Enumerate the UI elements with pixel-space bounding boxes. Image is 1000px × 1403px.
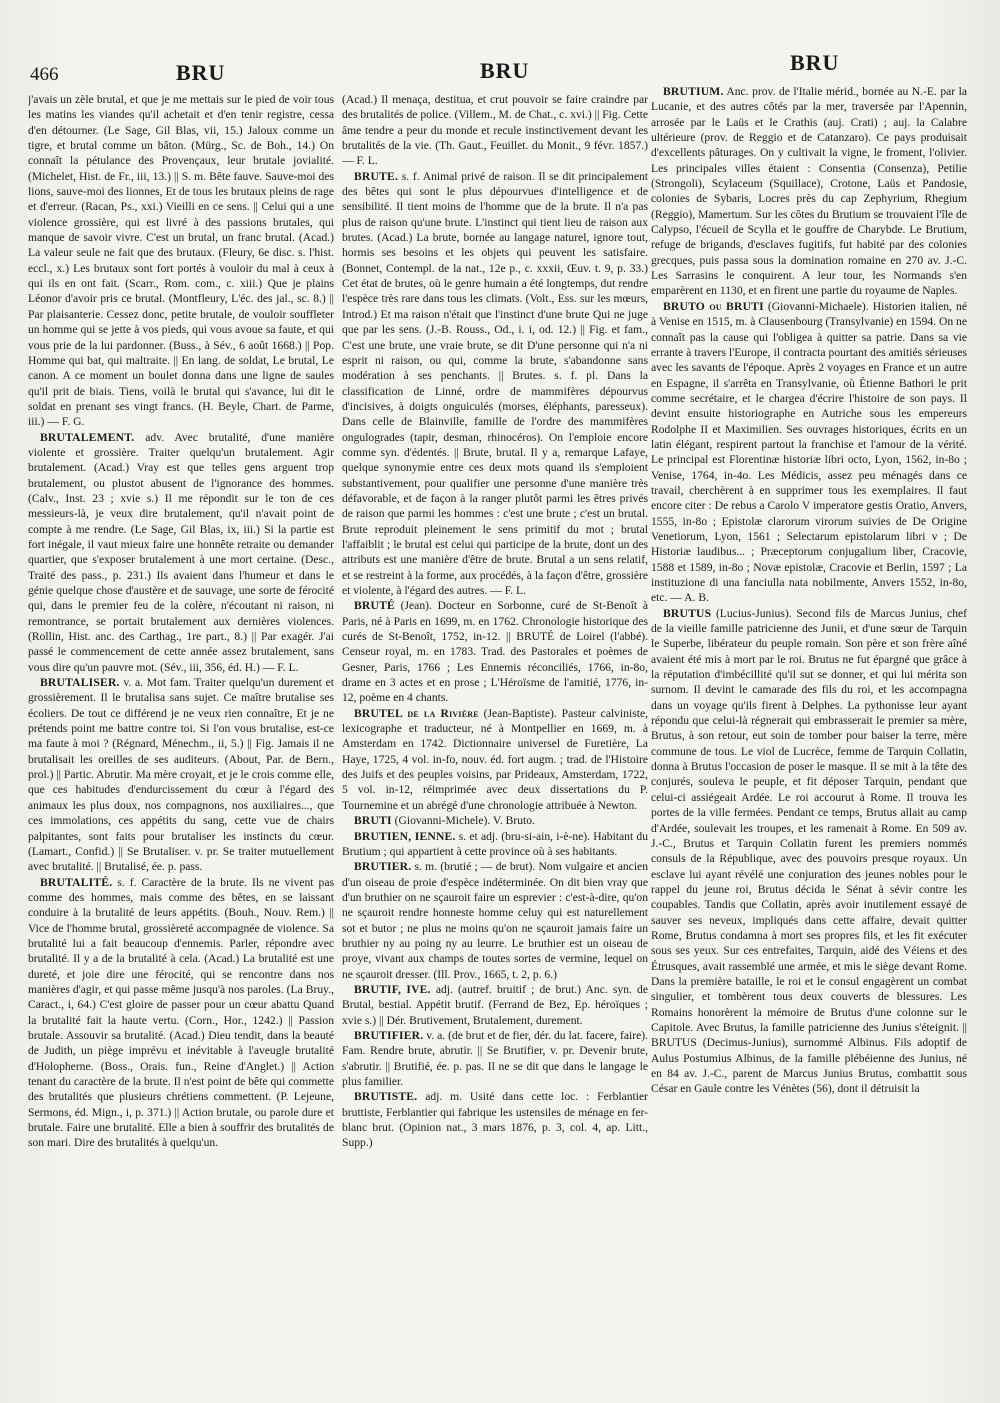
entry-text: (Giovanni-Michaele). Historien italien, né à Venise en 1515, m. à Clausenbourg (Transylvanie) en 1594. On ne connaît pas la cause qui l'obligea à quitter sa patrie. Dans sa vie errante à travers l'Europe, il contracta pourtant des amitiés sérieuses avec les savants de l'époque. Après 2 voyages en France et un autre en Espagne, il s'arrêta en Transylvanie, où Étienne Bathori le prit comme secrétaire, et le chargea d'écrire l'histoire de son pays. Il devint ensuite historiographe en Autriche sous les empereurs Rodolphe II et Maximilien. Ses ouvrages historiques, écrits en un latin élégant, respirent partout la franchise et l'amour de la vérité. Le principal est Florentinæ historiæ libri octo, Lyon, 1562, in-8o ; Venise, 1764, in-4o. Les Médicis, assez peu ménagés dans ce travail, cherchèrent à en supprimer tous les exemplaires. Il faut encore citer : De rebus a Carolo V imperatore gestis Oratio, Anvers, 1555, in-8o ; Epistolæ clarorum virorum suivies de De Origine Venetiorum, Lyon, 1561 ; Selectarum epistolarum libri v ; De Historiæ laudibus... ; Præceptorum conjugalium liber, Cracovie, 1588 et 1589, in-8o ; Novæ epistolæ, Cracovie et Berlin, 1597 ; La instituzione di una fanciulla nata nobilmente, Anvers 1552, in-8o, etc. — A. B.	[651, 299, 967, 605]
dictionary-entry	[651, 606, 967, 1097]
dictionary-entry	[28, 875, 334, 1151]
running-head-center: BRU	[480, 58, 530, 83]
entry-headword: BRUTALITÉ.	[40, 875, 113, 889]
running-head-right: BRU	[790, 50, 840, 75]
entry-text: (Lucius-Junius). Second fils de Marcus Junius, chef de la vieille famille patricienne des Junii, et d'une sœur de Tarquin le Superbe, libérateur du peuple romain. Son père et son frère aîné avaient été mis à mort par le roi. Brutus ne fut épargné que grâce à la réputation d'imbécillité qu'il sut se donner, et qui lui mérita son surnom. Il devint le camarade des fils du roi, et les accompagna dans un voyage qu'ils firent à Delphes. La pythonisse leur ayant répondu que celui-là régnerait qui embrasserait le premier sa mère, Brutus, à son retour, eut soin de tomber pour baiser la terre, mère commune de tous. Le viol de Lucrèce, femme de Tarquin Collatin, donna à Brutus l'occasion de poser le masque. Il se mit à la tête des conjurés, souleva le peuple, et fit déposer Tarquin, pendant que celui-ci assiégeait Ardée. Le roi accourut à Rome. Il trouva les portes de la ville fermées. Pendant ce temps, Brutus allait au camp d'Ardée, soulevait les troupes, et les ramenait à Rome. En 509 av. J.-C., Brutus et Tarquin Collatin furent les premiers nommés consuls de la République, avec des pouvoirs presque royaux. Un esclave lui ayant révélé une conjuration des jeunes nobles pour le rappel du jeune roi, Brutus décida le Sénat à sévir contre les coupables. Tandis que Collatin, après avoir inutilement essayé de sauver ses neveux, impliqués dans cette affaire, devait quitter Rome, Brutus condamna à mort ses propres fils, et les fit exécuter sous ses yeux. Sur ces entrefaites, Tarquin, aidé des Véiens et des Étrusques, avait rassemblé une armée, et mis le siège devant Rome. Dans la première bataille, le roi et le consul engagèrent un combat singulier, et tombèrent tous deux couverts de blessures. Les Romains honorèrent la mémoire de Brutus d'une colonne sur le Capitole. Avec Brutus, la famille patricienne des Junius s'éteignit. || BRUTUS (Decimus-Junius), surnommé Albinus. Fils adoptif de Aulus Postumius Albinus, de la famille plébéienne des Junius, né en 84 av. J.-C., parent de Marcus Junius Brutus, combattit sous César en Gaule contre les Vénètes (56), dont il détruisit la	[651, 606, 967, 1096]
column-middle	[342, 92, 648, 1388]
entry-text: s. f. Animal privé de raison. Il se dit principalement des bêtes qui sont le plus dépourvues d'intelligence et de sensibilité. Il tient moins de l'homme que de la brute. Il n'a pas plus de raison qu'une brute. L'instinct qui tient lieu de raison aux brutes. (Acad.) La brute, bornée au langage naturel, ignore tout, hormis ses besoins et les objets qui peuvent les satisfaire. (Bonnet, Contempl. de la nat., 12e p., c. xxxii, Œuv. t. 9, p. 33.) Cet état de brutes, où le genre humain a été longtemps, dut rendre l'espèce très rare dans tous les climats. (Volt., Ess. sur les mœurs, Introd.) Et ma raison n'était que l'instinct d'une brute Qui ne juge que par les sens. (J.-B. Rouss., Od., i. i, od. 12.) || Fig. et fam., C'est une brute, une vraie brute, se dit D'une personne qui n'a ni esprit ni raison, ou qui, comme la brute, s'abandonne sans modération à ses penchants. || Brutes. s. f. pl. Dans la classification de Linné, ordre de mammifères dépourvus d'incisives, à doigts onguiculés (morses, éléphants, paresseux). Dans celle de Blainville, famille de l'ordre des mammifères ongulogrades (tapir, desman, rhinocéros). On l'emploie encore comme syn. d'édentés. || Brute, brutal. Il y a, remarque Lafaye, quelque synonymie entre ces deux mots quand ils s'emploient substantivement, pour qualifier une personne d'une manière très défavorable, et de façon à la ranger plutôt parmi les êtres privés de raison que parmi les hommes : c'est une brute ; c'est un brutal. Brute reproduit pleinement le sens primitif du mot ; brutal l'affaiblit ; le brutal est celui qui participe de la brute, dont un des attributs est une manière d'être de brute. Brutal a un sens relatif, et se restreint à la forme, aux procédés, à la façon d'être, grossière et violente, à l'égard des autres. — F. L.	[342, 169, 648, 597]
entry-text: adj. m. Usité dans cette loc. : Ferblantier bruttiste, Ferblantier qui fabrique les ustensiles de ménage en fer-blanc brut. (Opinion nat., 3 mars 1876, p. 3, col. 4, ap. Litt., Supp.)	[342, 1090, 648, 1150]
entry-headword: BRUTE.	[354, 169, 399, 183]
entry-text: (Jean). Docteur en Sorbonne, curé de St-Benoît à Paris, né à Paris en 1699, m. en 1762. Chronologie historique des curés de St-Benoît, 1752, in-12. || BRUTÉ de Loirel (l'abbé). Censeur royal, m. en 1783. Trad. des Pastorales et poèmes de Gesner, Paris, 1766 ; Les Ennemis réconciliés, 1766, in-8o, drame en 3 actes et en prose ; L'Héroïsme de l'amitié, 1776, in-12, poème en 4 chants.	[342, 599, 648, 705]
entry-headword: BRUTIFIER.	[354, 1028, 424, 1042]
entry-text: (Acad.) Il menaça, destitua, et crut pouvoir se faire craindre par des brutalités de police. (Villem., M. de Chat., c. xvi.) || Fig. Cette âme tendre a peur du monde et recule instinctivement devant les brutalités de la vie. (Th. Gaut., Feuillet. du Monit., 9 févr. 1857.) — F. L.	[342, 93, 648, 168]
page-number: 466	[30, 64, 59, 85]
running-head-left: BRU	[176, 60, 226, 85]
entry-headword: BRUTALEMENT.	[40, 430, 135, 444]
entry-headword: BRUTALISER.	[40, 676, 120, 690]
entry-headword: BRUTO ou BRUTI	[663, 299, 764, 313]
entry-text: s. f. Caractère de la brute. Ils ne vivent pas comme des hommes, mais comme des bêtes, en se laissant conduire à la brutalité de leurs appétits. (Bouh., Nouv. Rem.) || Vice de l'homme brutal, grossièreté accompagnée de violence. Sa brutalité lui a fait beaucoup d'ennemis. Parler, répondre avec brutalité. Il y a de la brutalité à cela. (Acad.) La brutalité est une dureté, et joie dire une férocité, qui se rencontre dans nos manières d'agir, et qui passe même jusqu'à nos paroles. (La Bruy., Caract., i, 64.) C'est gloire de passer pour un cœur abattu Quand la brutalité fait la haute vertu. (Corn., Hor., 1242.) || Passion brutale. Assouvir sa brutalité. (Acad.) Dieu tendit, dans la beauté de Judith, un piège imprévu et inévitable à l'aveugle brutalité d'Holopherne. (Boss., Orais. fun., Reine d'Anglet.) || Action tenant du caractère de la brute. Il n'est point de bête qui commette des brutalités que plusieurs chrétiens commettent. (P. Lejeune, Sermons, éd. Mign., i, p. 371.) || Action brutale, ou parole dure et brutale. Faire une brutalité. Elle a bien à souffrir des brutalités de son mari. Dire des brutalités à quelqu'un.	[28, 875, 334, 1150]
entry-headword: BRUTIF, IVE.	[354, 982, 431, 996]
column-left	[28, 92, 334, 1388]
dictionary-entry	[342, 92, 648, 169]
entry-headword: BRUTUS	[663, 606, 712, 620]
entry-headword: BRUTEL de la Rivière	[354, 706, 479, 720]
entry-text: j'avais un zèle brutal, et que je me mettais sur le pied de voir tous les matins les viandes qu'il achetait et d'en tenir registre, cessa d'en détourner. (Le Sage, Gil Blas, vii, 15.) Jaloux comme un tigre, et brutal comme un bâton. (Mürg., Sc. de Boh., 14.) On connaît la pétulance des Provençaux, leur brutale jovialité. (Michelet, Hist. de Fr., iii, 13.) || S. m. Bête fauve. Sauve-moi des lions, sauve-moi des lionnes, Et de tous les brutaux pleins de rage et d'erreur. (Racan, Ps., xxi.) Vieilli en ce sens. || Celui qui a une violence grossière, qui est livré à des passions brutales, qui manque de savoir vivre. C'est un brutal, un franc brutal. (Acad.) La valeur seule ne fait que des brutaux. (Fleury, 6e disc. s. l'hist. eccl., x.) Les brutaux sont fort portés à vouloir du mal à ceux à qui ils en ont fait. (Scarr., Rom. com., c. xiii.) Que je plains Léonor d'avoir pris ce brutal. (Montfleury, L'éc. des jal., sc. 8.) || Par plaisanterie. Cessez donc, petite brutale, de vouloir souffleter un homme qui se jette à vos pieds, qui vous avoue sa faute, et qui vous prie de la lui pardonner. (Buss., à Sév., 6 août 1668.) || Pop. Homme qui bat, qui maltraite. || En lang. de soldat, Le brutal, Le canon. A ce moment un boulet donna dans une ligne de saules qu'il prit de biais. Tiens, voilà le brutal qui s'avance, lui dit le soldat en prenant ses vingt francs. (H. Beyle, Chart. de Parme, iii.) — F. G.	[28, 93, 334, 429]
entry-headword: BRUTIEN, IENNE.	[354, 829, 456, 843]
entry-text: adv. Avec brutalité, d'une manière violente et grossière. Traiter quelqu'un brutalement. Agir brutalement. (Acad.) Vray est que telles gens arguent trop brutalement, ou plustot abusent de l'ignorance des hommes. (Calv., Inst. 23 ; xvie s.) Il me répondit sur le ton de ces messieurs-là, je veux dire brutalement, qu'il n'avait point de compte à me rendre. (Le Sage, Gil Blas, ix, iii.) Si la partie est fort inégale, il vaut mieux faire une honnête retraite ou demander quartier, que s'exposer brutalement à une mort certaine. (Desc., Traité des pass., p. 231.) Ils avaient dans l'humeur et dans le génie quelque chose d'austère et de sauvage, une sorte de férocité qui, dans le premier feu de la colère, n'écoutant ni raison, ni remontrance, se portait brutalement aux dernières violences. (Rollin, Hist. anc. des Carthag., 1re part., 8.) || Par exagér. J'ai passé le commencement de cette année assez brutalement, sans vous dire qu'un pauvre mot. (Sév., iii, 356, éd. H.) — F. L.	[28, 430, 334, 674]
entry-text: v. a. Mot fam. Traiter quelqu'un durement et grossièrement. Il le brutalisa sans sujet. Ce maître brutalise ses écoliers. De tout ce différend je ne veux rien connaître, Et je ne prétends point me battre contre toi. Si l'on vous brutalise, est-ce ma faute à moi ? (Régnard, Ménechm., ii, 5.) || Fig. Jamais il ne brutalisait les oreilles de ses auditeurs. (About, Par. de Bern., prol.) || Partic. Abrutir. Ma mère croyait, et je le crois comme elle, que ces habitudes d'endurcissement du cœur à l'égard des animaux les plus doux, nos compagnons, nos auxiliaires..., que ces immolations, ces appétits du sang, cette vue de chairs palpitantes, sont faits pour brutaliser les instincts du cœur. (Lamart., Confid.) || Se Brutaliser. v. pr. Se traiter mutuellement avec brutalité. || Brutalisé, ée. p. pass.	[28, 676, 334, 874]
entry-headword: BRUTÉ	[354, 599, 395, 613]
entry-text: s. et adj. (bru-si-ain, i-è-ne). Habitant du Brutium ; qui appartient à cette province où à ses habitants.	[342, 829, 648, 858]
entry-headword: BRUTISTE.	[354, 1090, 418, 1104]
dictionary-entry	[342, 169, 648, 599]
entry-headword: BRUTIUM.	[663, 85, 724, 98]
entry-text: v. a. (de brut et de fier, dér. du lat. facere, faire). Fam. Rendre brute, abrutir. || Se Brutifier, v. pr. Devenir brute, s'abrutir. || Brutifié, ée. p. pas. Il ne se dit que dans le langage le plus familier.	[342, 1028, 648, 1088]
entry-text: s. m. (brutié ; — de brut). Nom vulgaire et ancien d'un oiseau de proie d'espèce indéterminée. On dit bien vray que d'un bruthier on ne sçauroit faire un esprevier : c'est-à-dire, qu'on ne sçauroit rendre honneste homme celuy qui est naturellement sot et butor ; ne plus ne moins qu'on ne sçauroit jamais faire un bruthier ny au poing ny au leurre. Le bruthier est un oiseau de proye, vivant aux champs de toutes sortes de vermine, lequel on ne sçauroit dresser. (Ill. Prov., 1665, t. 2, p. 6.)	[342, 860, 648, 981]
column-right	[651, 84, 967, 1380]
dictionary-entry	[651, 299, 967, 606]
entry-text: adj. (autref. bruitif ; de brut.) Anc. syn. de Brutal, bestial. Appétit brutif. (Ferrand de Bez, Ep. héroïques ; xvie s.) || Dér. Brutivement, Brutalement, durement.	[342, 982, 648, 1027]
dictionary-entry	[28, 430, 334, 676]
entry-headword: BRUTIER.	[354, 860, 412, 874]
dictionary-entry	[342, 982, 648, 1028]
dictionary-entry	[342, 706, 648, 813]
entry-text: (Jean-Baptiste). Pasteur calviniste, lexicographe et traducteur, né à Montpellier en 1669, m. à Amsterdam en 1742. Dictionnaire universel de Furetière, La Haye, 1725, 4 vol. in-fo, nouv. éd. fort augm. ; trad. de l'Histoire des Juifs et des peuples voisins, par Prideaux, Amsterdam, 1722, 5 vol. in-12, réimprimée avec deux dissertations du P. Tournemine et un abrégé d'une chronologie attribuée à Newton.	[342, 706, 648, 812]
dictionary-entry	[651, 84, 967, 299]
dictionary-entry	[342, 1089, 648, 1150]
dictionary-entry	[28, 675, 334, 874]
entry-text: Anc. prov. de l'Italie mérid., bornée au N.-E. par la Lucanie, et des autres côtés par la mer, traversée par l'Apennin, arrosée par le Laüs et le Crathis (auj. Crati) ; auj. la Calabre ultérieure (prov. de Reggio et de Catanzaro). Ce pays produisait d'excellents pâturages. On y cultivait la vigne, le froment, l'olivier. Les principales villes étaient : Consentia (Consenza), Petilie (Strongoli), Scylaceum (Squillace), Crotone, Laüs et Pandosie, colonies de Sybaris, Locres près du cap Zephyrium, Rhegium (Reggio), Mamertum. Sur les côtes du Brutium se trouvaient l'île de Calypso, l'écueil de Scylla et le gouffre de Charybde. Le Brutium, refuge de brigands, d'esclaves fugitifs, fut habité par des colonies grecques, puis passa sous la domination romaine en 270 av. J.-C. Les Sarrasins le conquirent. A leur tour, les Normands s'en emparèrent en 1130, et en firent une partie du royaume de Naples.	[651, 85, 967, 298]
dictionary-entry	[342, 598, 648, 705]
dictionary-entry	[28, 92, 334, 430]
dictionary-entry	[342, 1028, 648, 1089]
dictionary-entry	[342, 829, 648, 860]
dictionary-entry	[342, 859, 648, 982]
dictionary-entry	[342, 813, 648, 828]
entry-headword: BRUTI	[354, 814, 392, 828]
entry-text: (Giovanni-Michele). V. Bruto.	[391, 814, 535, 828]
